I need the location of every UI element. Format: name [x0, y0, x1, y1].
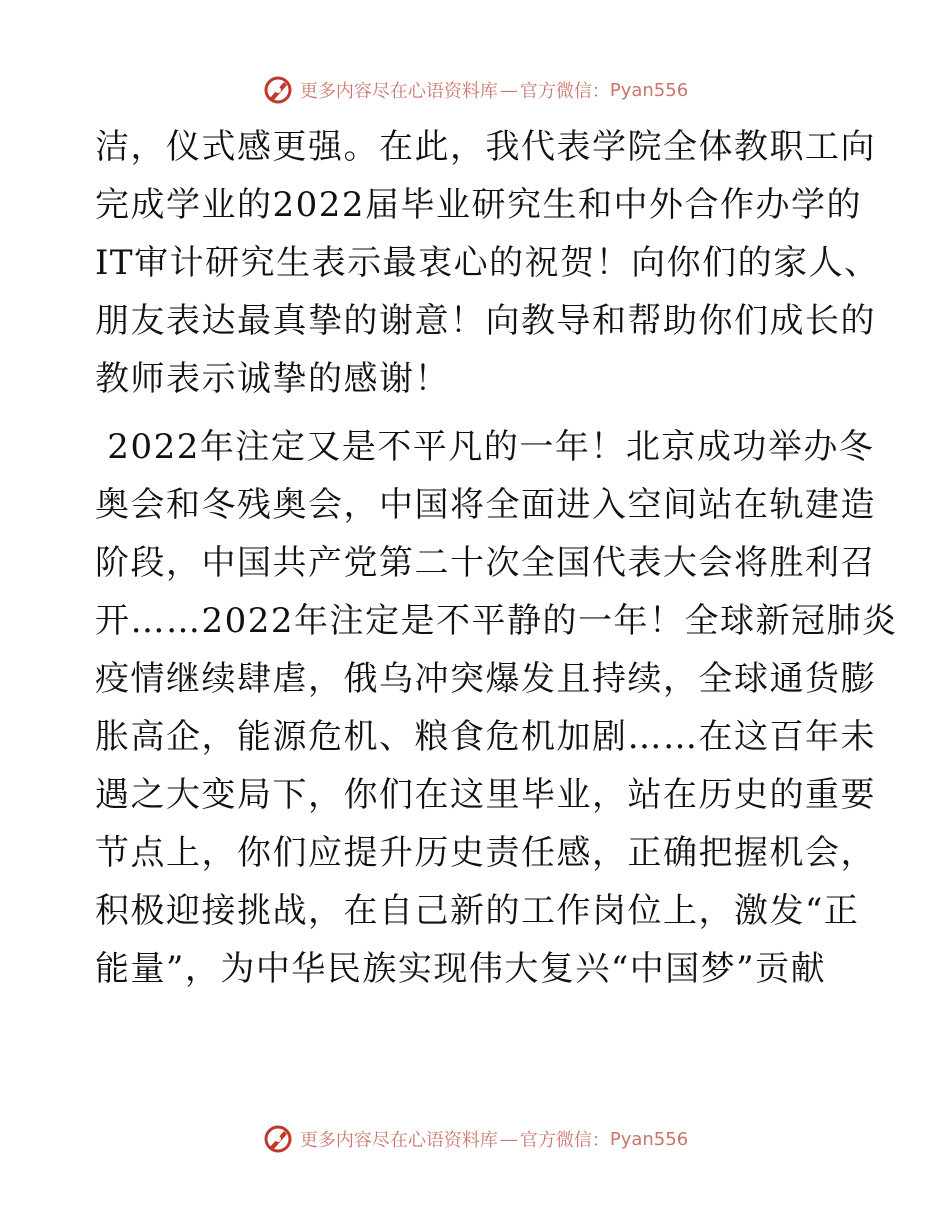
- body-text: [95, 118, 898, 998]
- text-line: 胀高企，能源危机、粮食危机加剧……在这百年未: [95, 717, 876, 757]
- text-line: IT审计研究生表示最衷心的祝贺！向你们的家人、: [95, 243, 880, 283]
- paragraph-2: [95, 418, 898, 998]
- header-watermark: [0, 70, 950, 110]
- header-separator: —: [499, 79, 518, 101]
- text-line: 阶段，中国共产党第二十次全国代表大会将胜利召: [95, 543, 876, 583]
- footer-official-label: 官方微信：: [519, 1130, 610, 1151]
- text-line: 遇之大变局下，你们在这里毕业，站在历史的重要: [95, 775, 876, 815]
- header-brand-text: 更多内容尽在心语资料库: [299, 81, 498, 102]
- text-line: 节点上，你们应提升历史责任感，正确把握机会，: [95, 833, 876, 873]
- red-circle-pen-logo-icon: [262, 1123, 294, 1155]
- footer-separator: —: [499, 1128, 518, 1150]
- text-line: 积极迎接挑战，在自己新的工作岗位上，激发“正: [95, 891, 860, 931]
- text-line: 朋友表达最真挚的谢意！向教导和帮助你们成长的: [95, 301, 876, 341]
- text-line: 洁，仪式感更强。在此，我代表学院全体教职工向: [95, 127, 876, 167]
- red-circle-pen-logo-icon: [262, 74, 294, 106]
- header-official-label: 官方微信：: [519, 81, 610, 102]
- text-line: 疫情继续肆虐，俄乌冲突爆发且持续，全球通货膨: [95, 659, 876, 699]
- paragraph-1: [95, 118, 880, 408]
- text-line: 奥会和冬残奥会，中国将全面进入空间站在轨建造: [95, 485, 876, 525]
- header-wechat-id: Pyan556: [609, 79, 689, 101]
- paragraph-gap: [95, 408, 875, 418]
- text-line: 开……2022年注定是不平静的一年！全球新冠肺炎: [95, 601, 898, 641]
- footer-watermark: [0, 1119, 950, 1159]
- text-line: 2022年注定又是不平凡的一年！北京成功举办冬: [95, 427, 875, 467]
- text-line: 完成学业的2022届毕业研究生和中外合作办学的: [95, 185, 863, 225]
- text-line: 教师表示诚挚的感谢！: [95, 359, 450, 399]
- footer-brand-text: 更多内容尽在心语资料库: [299, 1130, 498, 1151]
- text-line: 能量”，为中华民族实现伟大复兴“中国梦”贡献: [95, 949, 827, 989]
- footer-wechat-id: Pyan556: [609, 1128, 689, 1150]
